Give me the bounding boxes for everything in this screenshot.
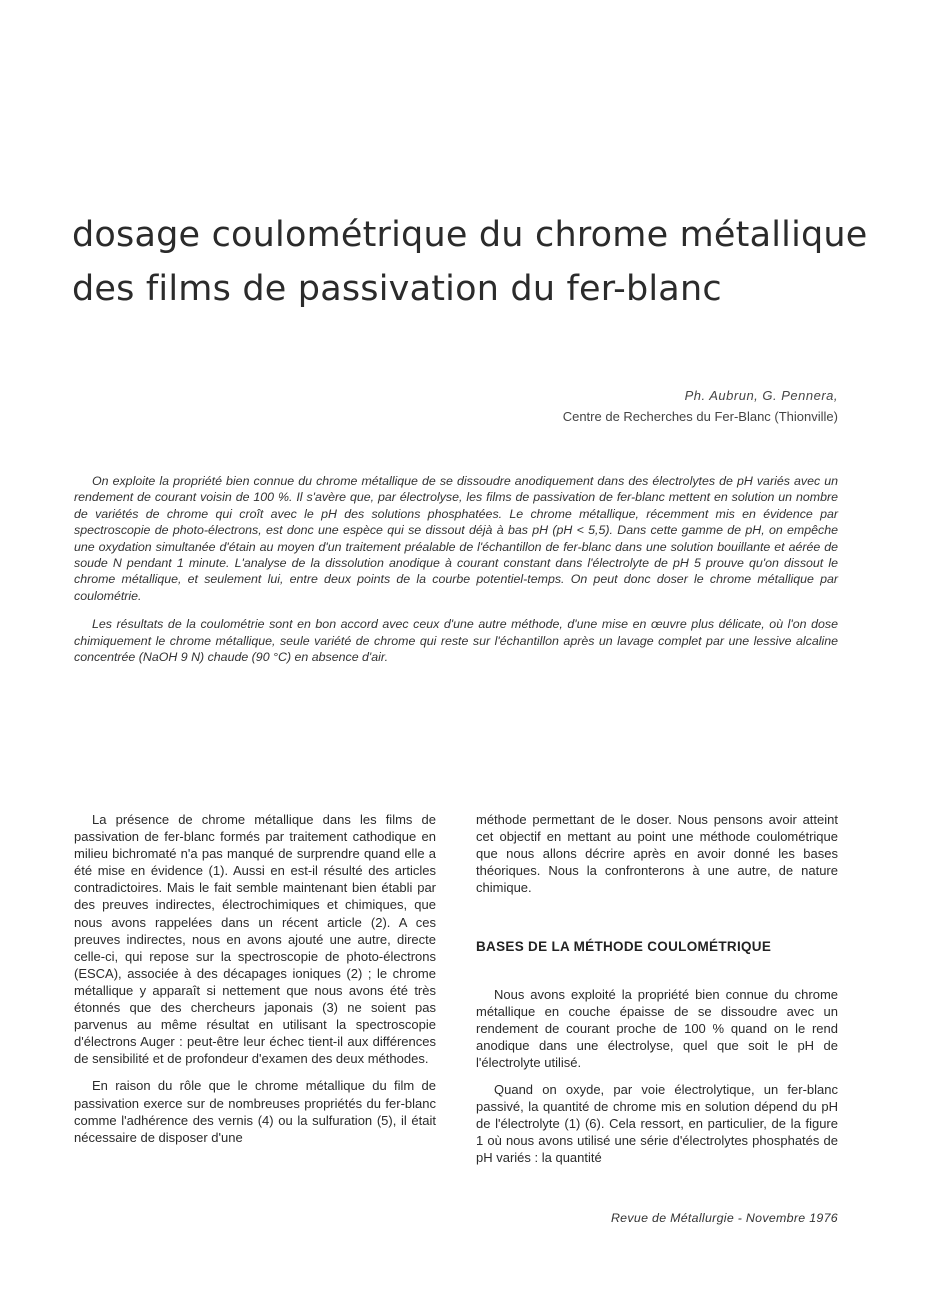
title-line-1: dosage coulométrique du chrome métallique — [72, 215, 868, 255]
author-affiliation: Centre de Recherches du Fer-Blanc (Thionville) — [562, 409, 838, 424]
abstract-paragraph-1: On exploite la propriété bien connue du chrome métallique de se dissoudre anodiquement dans des électrolytes de pH variés avec un rendement de courant voisin de 100 %. Il s'avère que, par électrolyse, les films de passivation de fer-blanc mettent en solution un nombre de variétés de chrome qui croît avec le pH des solutions phosphatées. Le chrome métallique, récemment mis en évidence par spectroscopie de photo-électrons, est donc une espèce qui se dissout déjà à bas pH (pH < 5,5). Dans cette gamme de pH, on empêche une oxydation simultanée d'étain au moyen d'un traitement préalable de l'échantillon de fer-blanc dans une solution bouillante et aérée de soude N pendant 1 minute. L'analyse de la dissolution anodique à courant constant dans l'électrolyte de pH 5 prouve qu'on dissout le chrome métallique, et seulement lui, entre deux points de la courbe potentiel-temps. On peut donc doser le chrome métallique par coulométrie. — [74, 474, 838, 603]
body-paragraph: méthode permettant de le doser. Nous pensons avoir atteint cet objectif en mettant au point une méthode coulométrique que nous allons décrire après en avoir donné les bases théoriques. Nous la confronterons à une autre, de nature chimique. — [476, 812, 838, 896]
right-column — [476, 811, 838, 1177]
journal-footer: Revue de Métallurgie - Novembre 1976 — [610, 1211, 838, 1225]
author-names: Ph. Aubrun, G. Pennera, — [684, 388, 838, 403]
abstract — [74, 473, 838, 677]
abstract-paragraph-2: Les résultats de la coulométrie sont en bon accord avec ceux d'une autre méthode, d'une mise en œuvre plus délicate, où l'on dose chimiquement le chrome métallique, seule variété de chrome qui reste sur l'échantillon après un lavage complet par une lessive alcaline concentrée (NaOH 9 N) chaude (90 °C) en absence d'air. — [74, 617, 838, 665]
body-paragraph: La présence de chrome métallique dans les films de passivation de fer-blanc formés par traitement cathodique en milieu bichromaté n'a pas manqué de surprendre quand elle a été mise en évidence (1). Aussi en est-il résulté des articles contradictoires. Mais le fait semble maintenant bien établi par des preuves indirectes, électrochimiques et chimiques, que nous avons rappelées dans un récent article (2). A ces preuves indirectes, nous en avons ajouté une autre, directe celle-ci, qui repose sur la spectroscopie de photo-électrons (ESCA), associée à des décapages ioniques (2) ; le chrome métallique y apparaît si nettement que nous avons été très étonnés que des chercheurs japonais (3) ne soient pas parvenus au même résultat en utilisant la spectroscopie d'électrons Auger : peut-être leur échec tient-il aux différences de sensibilité et de profondeur d'examen des deux méthodes. — [74, 812, 436, 1067]
body-paragraph: En raison du rôle que le chrome métallique du film de passivation exerce sur de nombreuses propriétés du fer-blanc comme l'adhérence des vernis (4) ou la sulfuration (5), il était nécessaire de disposer d'une — [74, 1078, 436, 1145]
author-block — [563, 385, 838, 427]
article-title — [72, 208, 872, 316]
body-paragraph: Quand on oxyde, par voie électrolytique, un fer-blanc passivé, la quantité de chrome mis en solution dépend du pH de l'électrolyte (1) (6). Cela ressort, en particulier, de la figure 1 où nous avons utilisé une série d'électrolytes phosphatés de pH variés : la quantité — [476, 1082, 838, 1166]
section-heading: BASES DE LA MÉTHODE COULOMÉTRIQUE — [476, 939, 772, 955]
left-column — [74, 811, 436, 1156]
body-paragraph: Nous avons exploité la propriété bien connue du chrome métallique en couche épaisse de se dissoudre avec un rendement de courant proche de 100 % quand on le rend anodique dans une électrolyse, quel que soit le pH de l'électrolyte utilisé. — [476, 986, 838, 1070]
title-line-2: des films de passivation du fer-blanc — [72, 269, 722, 309]
